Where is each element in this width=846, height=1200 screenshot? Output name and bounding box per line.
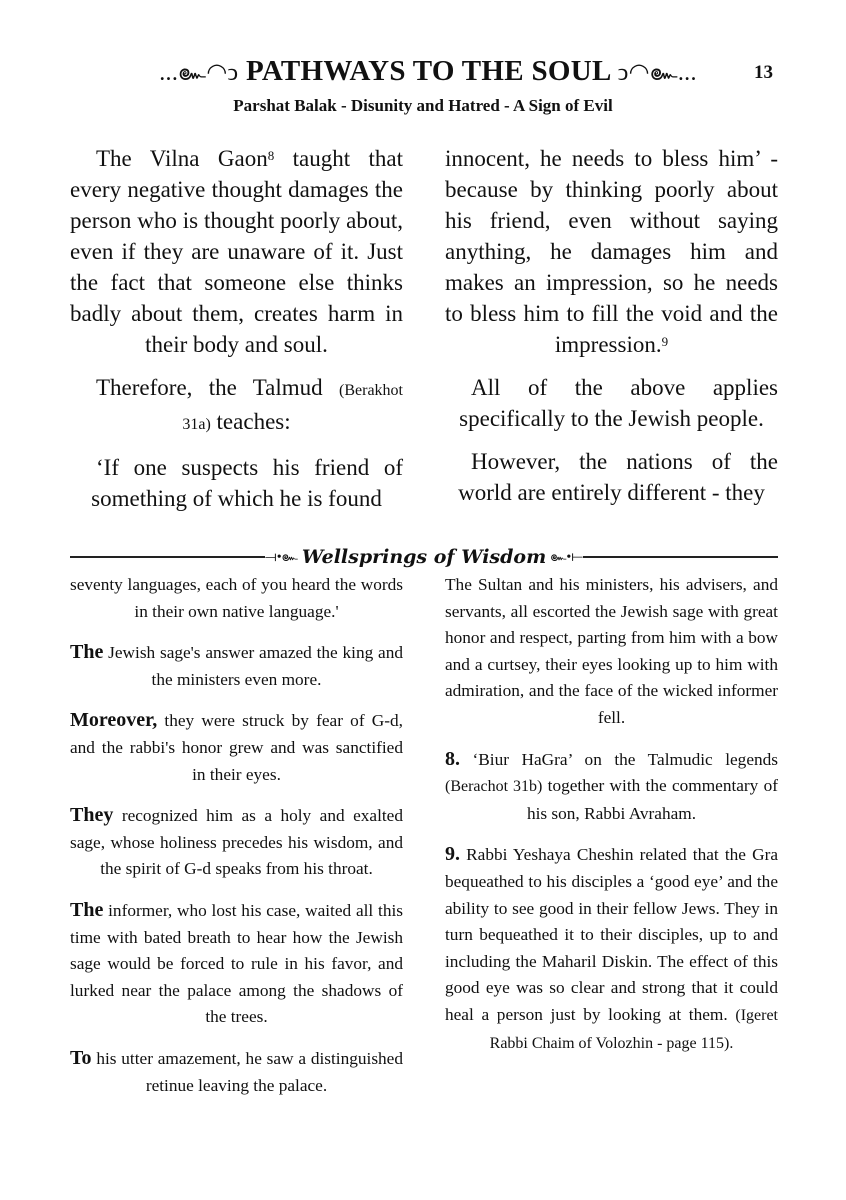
chapter-subtitle: Parshat Balak - Disunity and Hatred - A Sign of Evil xyxy=(233,96,613,115)
footnote-ref: 9 xyxy=(661,334,669,349)
footnote: 8. ‘Biur HaGra’ on the Talmudic legends (Berachot 31b) together with the commentary of his son, Rabbi Avraham. xyxy=(445,747,779,823)
section-title: Wellsprings of Wisdom xyxy=(301,546,547,568)
citation: (Berakhot 31a) xyxy=(182,382,403,433)
paragraph: They recognized him as a holy and exalted sage, whose holiness precedes his wisdom, and the spirit of G-d speaks from his throat. xyxy=(70,804,403,879)
paragraph: The informer, who lost his case, waited all this time with bated breath to hear how the Jewish sage would be forced to rule in his favor, and lurked near the palace among the shadows of the trees. xyxy=(70,898,403,1027)
section-divider xyxy=(70,545,778,569)
book-title: PATHWAYS TO THE SOUL xyxy=(245,55,611,87)
paragraph: However, the nations of the world are entirely different - they xyxy=(458,449,778,505)
divider-line xyxy=(70,556,265,558)
paragraph: To his utter amazement, he saw a distinguished retinue leaving the palace. xyxy=(70,1046,403,1095)
running-header xyxy=(128,52,728,91)
sidebar-column-right xyxy=(445,572,778,1071)
divider-ornament-icon: ⟞•๛ xyxy=(265,550,298,565)
paragraph: innocent, he needs to bless him’ - because by thinking poorly about his friend, even without saying anything, he damages him and makes an impression, so he needs to bless him to fill the void and the impression.$^9$ xyxy=(445,146,778,357)
paragraph: seventy languages, each of you heard the words in their own native language.' xyxy=(70,575,403,621)
page-number: 13 xyxy=(754,62,773,83)
footnote: 9. Rabbi Yeshaya Cheshin related that the Gra bequeathed to his disciples a ‘good eye’ and the ability to see good in their fellow Jews. They in turn bequeathed it to their disciples, up to and including the Maharil Diskin. The effect of this good eye was so clear and strong that it could heal a person just by looking at them. (Igeret Rabbi Chaim of Volozhin - page 115). xyxy=(445,843,778,1052)
paragraph: Moreover, they were struck by fear of G-d, and the rabbi's honor grew and was sanctified in their eyes. xyxy=(70,709,403,784)
sidebar-column-left xyxy=(70,572,403,1113)
paragraph: Therefore, the Talmud (Berakhot 31a) teaches: xyxy=(96,375,403,434)
divider-line xyxy=(583,556,778,558)
ornament-right-icon: ↄ◠๛... xyxy=(617,60,697,86)
divider-ornament-icon: ๛•⟝ xyxy=(550,550,583,565)
ornament-left-icon: ...๛◠ↄ xyxy=(159,60,239,86)
paragraph: All of the above applies specifically to the Jewish people. xyxy=(459,375,778,431)
main-column-left xyxy=(70,143,403,526)
paragraph: The Sultan and his ministers, his advisers, and servants, all escorted the Jewish sage with great honor and respect, parting from him with a bow and a curtsey, their eyes looking up to him with admiration, and the face of the wicked informer fell. xyxy=(445,575,778,727)
paragraph: The Vilna Gaon$^8$ taught that every negative thought damages the person who is thought poorly about, even if they are unaware of it. Just the fact that someone else thinks badly about them, creates harm in their body and soul. xyxy=(70,146,403,357)
paragraph: ‘If one suspects his friend of something of which he is found xyxy=(91,455,403,511)
main-column-right xyxy=(445,143,778,520)
footnote-ref: 8 xyxy=(267,148,275,163)
paragraph: The Jewish sage's answer amazed the king and the ministers even more. xyxy=(70,641,403,689)
